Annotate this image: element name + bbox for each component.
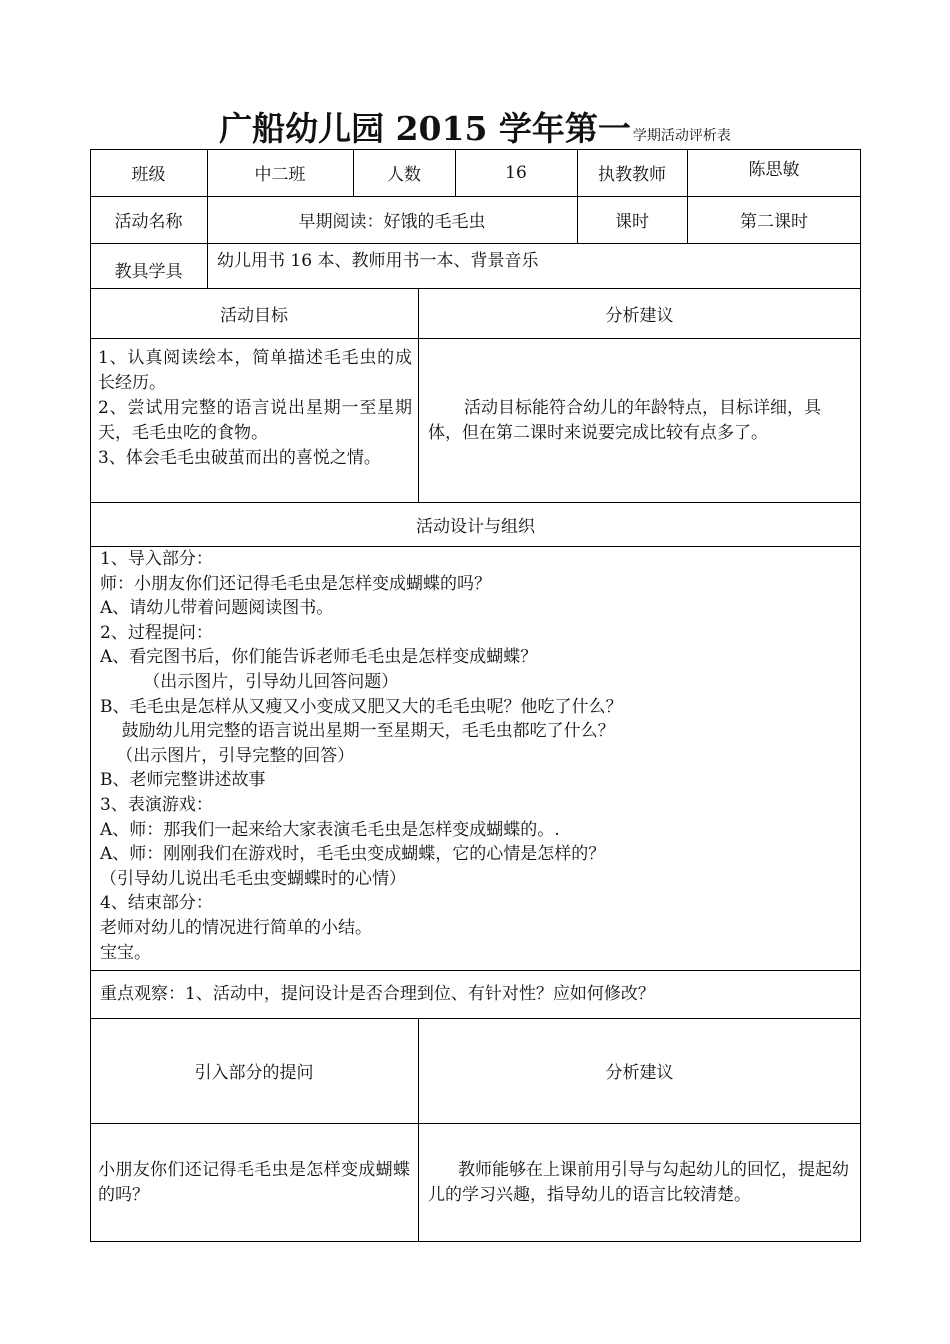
- design-line: 宝宝。: [100, 942, 151, 963]
- design-line: 师：小朋友你们还记得毛毛虫是怎样变成蝴蝶的吗？: [100, 573, 491, 594]
- design-line: A、请幼儿带着问题阅读图书。: [100, 598, 334, 619]
- design-line: B、毛毛虫是怎样从又瘦又小变成又肥又大的毛毛虫呢？他吃了什么？: [100, 696, 623, 717]
- design-line: 2、过程提问：: [100, 622, 213, 643]
- goal-item: 2、尝试用完整的语言说出星期一至星期天，毛毛虫吃的食物。: [98, 398, 412, 443]
- materials-label: 教具学具: [114, 261, 183, 282]
- goals-analysis: 活动目标能符合幼儿的年龄特点，目标详细，具体，但在第二课时来说要完成比较有点多了。: [428, 398, 821, 443]
- design-line: A、师：刚刚我们在游戏时，毛毛虫变成蝴蝶，它的心情是怎样的？: [100, 844, 606, 865]
- title-sub: 学期活动评析表: [632, 128, 731, 144]
- period-label: 课时: [615, 212, 649, 232]
- count-value: 16: [505, 162, 527, 183]
- goals-analysis-header: 分析建议: [605, 305, 674, 326]
- teacher-label: 执教教师: [598, 165, 666, 185]
- design-header: 活动设计与组织: [416, 516, 535, 537]
- design-line: （引导幼儿说出毛毛虫变蝴蝶时的心情）: [100, 868, 406, 889]
- design-line: 鼓励幼儿用完整的语言说出星期一至星期天，毛毛虫都吃了什么？: [100, 721, 615, 742]
- period-value: 第二课时: [740, 212, 808, 232]
- title-main: 广船幼儿园 2015 学年第一: [219, 109, 631, 148]
- design-line: B、老师完整讲述故事: [100, 770, 266, 791]
- activity-value: 早期阅读：好饿的毛毛虫: [298, 212, 486, 232]
- design-line: （出示图片，引导幼儿回答问题）: [100, 671, 399, 692]
- design-line: A、师：那我们一起来给大家表演毛毛虫是怎样变成蝴蝶的。.: [100, 819, 560, 840]
- design-content: [100, 547, 855, 965]
- goals-header: 活动目标: [220, 305, 288, 326]
- goals-list: [98, 346, 412, 471]
- activity-label: 活动名称: [114, 212, 183, 232]
- focus-observation: 重点观察：1、活动中，提问设计是否合理到位、有针对性？应如何修改？: [100, 984, 655, 1004]
- goal-item: 1、认真阅读绘本，简单描述毛毛虫的成长经历。: [98, 348, 412, 393]
- observation-analysis: 教师能够在上课前用引导与勾起幼儿的回忆，提起幼儿的学习兴趣，指导幼儿的语言比较清楚。: [428, 1160, 849, 1205]
- design-line: 1、导入部分：: [100, 549, 213, 569]
- page-title: [0, 103, 950, 150]
- design-line: 老师对幼儿的情况进行简单的小结。: [100, 917, 372, 938]
- class-label: 班级: [131, 165, 166, 185]
- materials-value: 幼儿用书 16 本、教师用书一本、背景音乐: [217, 251, 539, 271]
- teacher-value: 陈思敏: [748, 160, 800, 180]
- class-value: 中二班: [254, 165, 306, 185]
- observation-analysis-header: 分析建议: [605, 1063, 674, 1083]
- design-line: A、看完图书后，你们能告诉老师毛毛虫是怎样变成蝴蝶？: [100, 647, 538, 668]
- design-line: 4、结束部分：: [100, 893, 213, 914]
- design-line: 3、表演游戏：: [100, 794, 213, 815]
- question-header: 引入部分的提问: [194, 1063, 314, 1083]
- design-line: （出示图片，引导完整的回答）: [100, 745, 355, 766]
- goal-item: 3、体会毛毛虫破茧而出的喜悦之情。: [98, 448, 381, 468]
- count-label: 人数: [387, 165, 421, 185]
- question-text: 小朋友你们还记得毛毛虫是怎样变成蝴蝶的吗？: [98, 1160, 410, 1205]
